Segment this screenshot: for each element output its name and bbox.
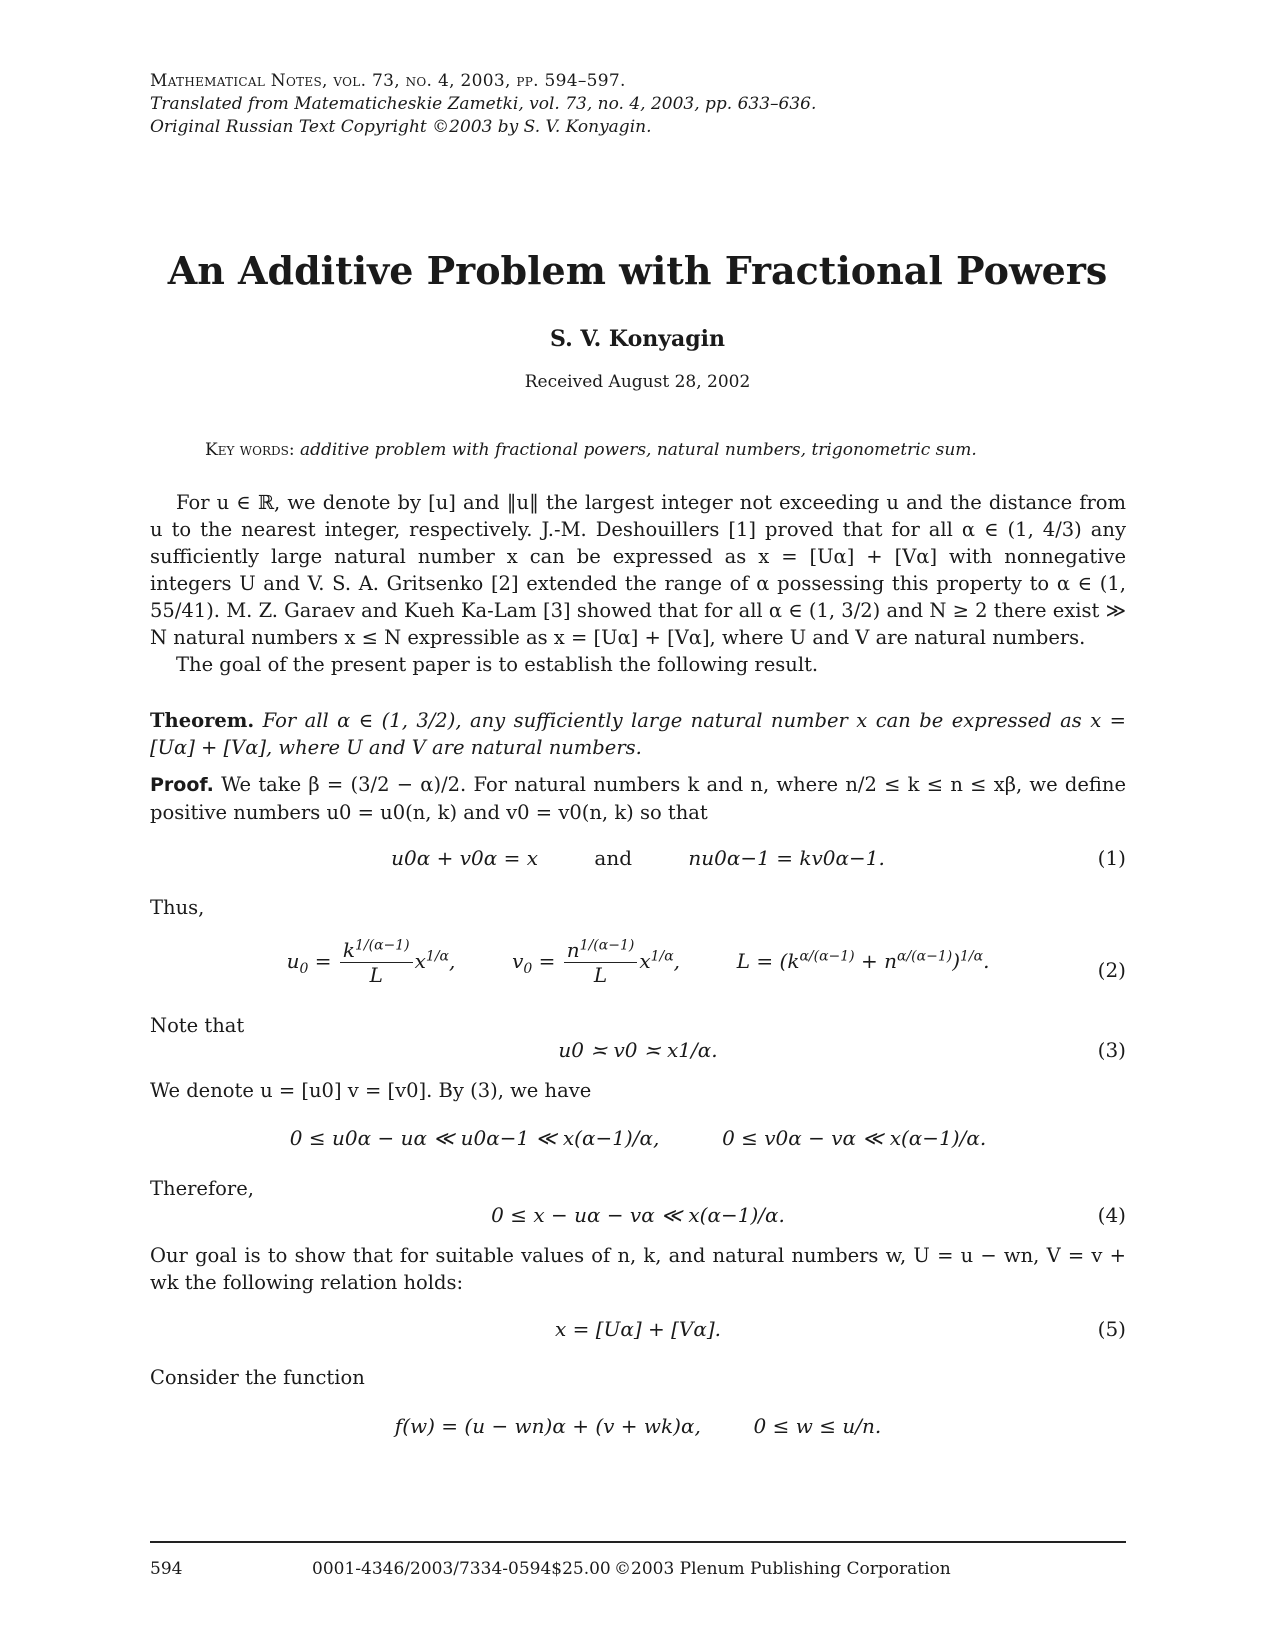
eq3-body: u0 ≍ v0 ≍ x1/α. xyxy=(558,1038,718,1062)
function-domain: 0 ≤ w ≤ u/n. xyxy=(753,1414,882,1438)
thus-text: Thus, xyxy=(150,896,205,919)
theorem-label: Theorem. xyxy=(150,709,255,732)
keywords-label: Key words: xyxy=(205,440,295,460)
consider-text: Consider the function xyxy=(150,1366,365,1389)
footer-rule xyxy=(150,1541,1126,1543)
inequalities xyxy=(150,1126,1126,1156)
eq3-number: (3) xyxy=(1097,1038,1126,1062)
eq1-number: (1) xyxy=(1097,846,1126,870)
journal-header xyxy=(150,70,816,139)
translation-note: Translated from Matematicheskie Zametki, vol. 73, no. 4, 2003, pp. 633–636. xyxy=(150,94,817,114)
received-date: Received August 28, 2002 xyxy=(524,372,751,392)
eq1-right: nu0α−1 = kv0α−1. xyxy=(688,846,885,870)
denote-text: We denote u = [u0] v = [v0]. By (3), we have xyxy=(150,1079,592,1102)
goal-text: Our goal is to show that for suitable values of n, k, and natural numbers w, U = u − wn, V = v + wk the following relation holds: xyxy=(150,1244,1126,1294)
keywords xyxy=(205,440,977,460)
eq4-body: 0 ≤ x − uα − vα ≪ x(α−1)/α. xyxy=(491,1203,785,1227)
equation-4 xyxy=(150,1203,1126,1233)
therefore-text: Therefore, xyxy=(150,1177,254,1200)
eq5-body: x = [Uα] + [Vα]. xyxy=(554,1317,722,1341)
publisher-copyright: ©2003 Plenum Publishing Corporation xyxy=(614,1559,951,1579)
eq2-number: (2) xyxy=(1097,958,1126,982)
intro-paragraph-2: The goal of the present paper is to establish the following result. xyxy=(176,653,819,676)
proof-label: Proof. xyxy=(150,774,214,796)
equation-5 xyxy=(150,1317,1126,1347)
proof-text: We take β = (3/2 − α)/2. For natural numbers k and n, where n/2 ≤ k ≤ n ≤ xβ, we define positive numbers u0 = u0(n, k) and v0 = v0(n, k) so that xyxy=(150,773,1127,824)
eq1-and: and xyxy=(594,846,633,870)
journal-citation: Mathematical Notes, vol. 73, no. 4, 2003, pp. 594–597. xyxy=(150,71,626,91)
function-body: f(w) = (u − wn)α + (v + wk)α, xyxy=(394,1414,701,1438)
author-name: S. V. Konyagin xyxy=(549,326,726,352)
eq5-number: (5) xyxy=(1097,1317,1126,1341)
theorem xyxy=(150,707,1126,761)
ineq-right: 0 ≤ v0α − vα ≪ x(α−1)/α. xyxy=(722,1126,987,1150)
theorem-text: For all α ∈ (1, 3/2), any sufficiently large natural number x can be expressed as x = [Uα] + [Vα], where U and V are natural numbers. xyxy=(150,709,1126,759)
proof xyxy=(150,771,1126,826)
function-definition xyxy=(150,1414,1126,1454)
eq4-number: (4) xyxy=(1097,1203,1126,1227)
issn-code: 0001-4346/2003/7334-0594$25.00 xyxy=(312,1559,611,1579)
intro-paragraph-1: For u ∈ ℝ, we denote by [u] and ‖u‖ the largest integer not exceeding u and the distance from u to the nearest integer, respectively. J.-M. Deshouillers [1] proved that for all α ∈ (1, 4/3) any sufficiently large natural number x can be expressed as x = [Uα] + [Vα] with nonnegative integers U and V. S. A. Gritsenko [2] extended the range of α possessing this property to α ∈ (1, 55/41). M. Z. Garaev and Kueh Ka-Lam [3] showed that for all α ∈ (1, 3/2) and N ≥ 2 there exist ≫ N natural numbers x ≤ N expressible as x = [Uα] + [Vα], where U and V are natural numbers. xyxy=(150,491,1126,649)
copyright-note: Original Russian Text Copyright ©2003 by S. V. Konyagin. xyxy=(150,117,652,137)
note-that-text: Note that xyxy=(150,1014,245,1037)
equation-2: $u_0$ = $\frac{k^{1/(\alpha-1)}}{L}$ $x^{1/\alpha}$, $v_0$ = $\frac{n^{1/(\alpha-1)}}{L}$ $x^{1/\alpha}$, $L = (k^{\alpha/(\alpha-1)} + n^{\alpha/(\alpha-1)})^{1/\alpha}$. (2) xyxy=(286,937,1126,987)
equation-1 xyxy=(150,846,1126,876)
equation-3 xyxy=(150,1038,1126,1068)
eq1-left: u0α + v0α = x xyxy=(391,846,539,870)
page-number: 594 xyxy=(150,1559,183,1579)
paper-title: An Additive Problem with Fractional Powers xyxy=(167,248,1108,293)
ineq-left: 0 ≤ u0α − uα ≪ u0α−1 ≪ x(α−1)/α, xyxy=(289,1126,660,1150)
intro-section xyxy=(150,489,1126,678)
keywords-text: additive problem with fractional powers, natural numbers, trigonometric sum. xyxy=(299,440,977,460)
